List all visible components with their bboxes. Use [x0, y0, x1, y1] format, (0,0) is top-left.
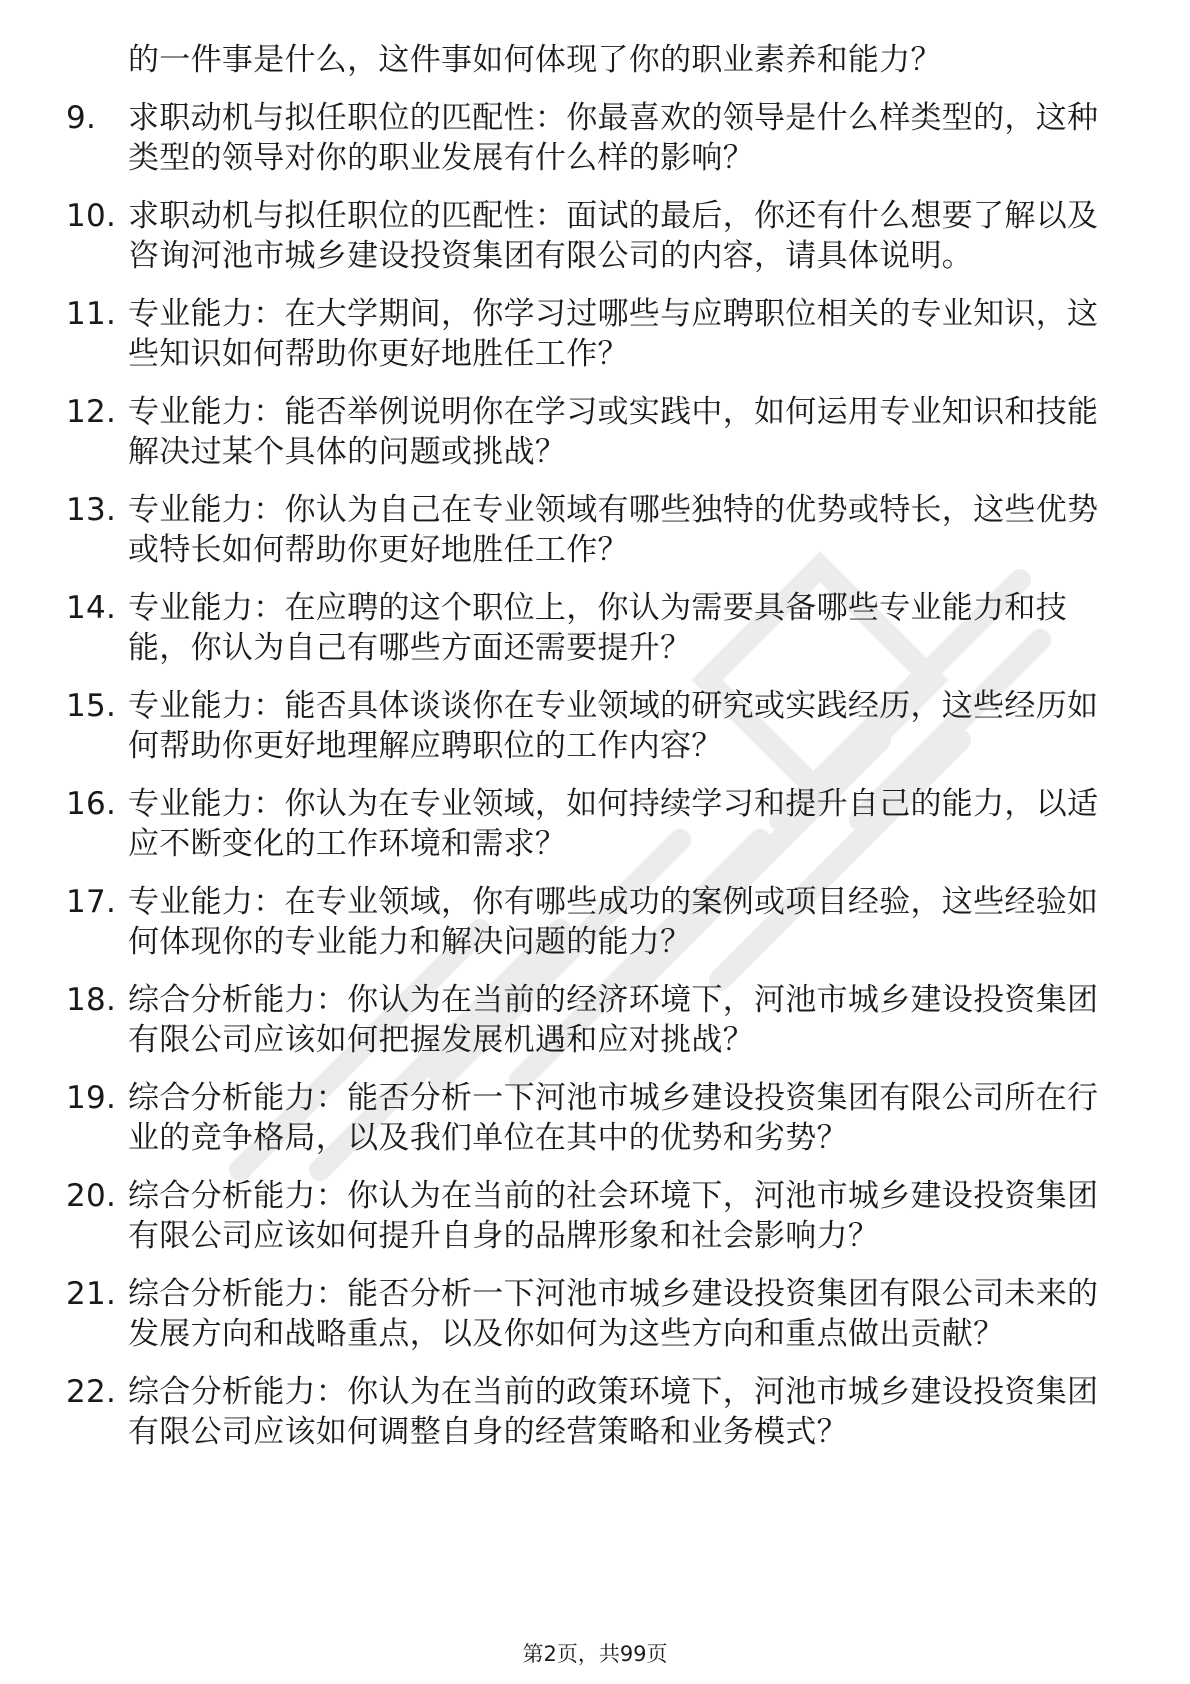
- list-item: [0, 392, 1190, 472]
- list-item: [0, 784, 1190, 864]
- list-item: [0, 1274, 1190, 1354]
- list-item: [0, 1176, 1190, 1256]
- item-text: 综合分析能力：能否分析一下河池市城乡建设投资集团有限公司未来的发展方向和战略重点，以及你如何为这些方向和重点做出贡献？: [128, 1276, 1099, 1352]
- item-number: 12.: [66, 394, 117, 430]
- item-number: 11.: [66, 296, 117, 332]
- list-item: [0, 686, 1190, 766]
- list-item: [0, 98, 1190, 178]
- item-number: 18.: [66, 982, 117, 1018]
- item-text: 专业能力：在专业领域，你有哪些成功的案例或项目经验，这些经验如何体现你的专业能力和解决问题的能力？: [128, 884, 1099, 960]
- item-text: 专业能力：在应聘的这个职位上，你认为需要具备哪些专业能力和技能，你认为自己有哪些方面还需要提升？: [128, 590, 1067, 666]
- item-text: 的一件事是什么，这件事如何体现了你的职业素养和能力？: [128, 42, 942, 78]
- item-text: 专业能力：在大学期间，你学习过哪些与应聘职位相关的专业知识，这些知识如何帮助你更好地胜任工作？: [128, 296, 1099, 372]
- item-text: 专业能力：你认为自己在专业领域有哪些独特的优势或特长，这些优势或特长如何帮助你更好地胜任工作？: [128, 492, 1099, 568]
- list-item: [0, 40, 1190, 80]
- item-number: 17.: [66, 884, 117, 920]
- question-list: [0, 40, 1190, 1470]
- list-item: [0, 196, 1190, 276]
- page-number-footer: 第2页，共99页: [522, 1642, 668, 1666]
- list-item: [0, 1372, 1190, 1452]
- item-number: 16.: [66, 786, 117, 822]
- item-text: 综合分析能力：你认为在当前的社会环境下，河池市城乡建设投资集团有限公司应该如何提升自身的品牌形象和社会影响力？: [128, 1178, 1099, 1254]
- list-item: [0, 980, 1190, 1060]
- list-item: [0, 882, 1190, 962]
- item-text: 综合分析能力：你认为在当前的经济环境下，河池市城乡建设投资集团有限公司应该如何把握发展机遇和应对挑战？: [128, 982, 1099, 1058]
- item-text: 专业能力：能否举例说明你在学习或实践中，如何运用专业知识和技能解决过某个具体的问题或挑战？: [128, 394, 1099, 470]
- item-number: 20.: [66, 1178, 117, 1214]
- item-number: 9.: [66, 100, 97, 136]
- item-text: 求职动机与拟任职位的匹配性：面试的最后，你还有什么想要了解以及咨询河池市城乡建设投资集团有限公司的内容，请具体说明。: [128, 198, 1099, 274]
- item-number: 21.: [66, 1276, 117, 1312]
- list-item: [0, 294, 1190, 374]
- item-text: 专业能力：能否具体谈谈你在专业领域的研究或实践经历，这些经历如何帮助你更好地理解应聘职位的工作内容？: [128, 688, 1099, 764]
- list-item: [0, 1078, 1190, 1158]
- item-number: 19.: [66, 1080, 117, 1116]
- list-item: [0, 490, 1190, 570]
- item-text: 求职动机与拟任职位的匹配性：你最喜欢的领导是什么样类型的，这种类型的领导对你的职业发展有什么样的影响？: [128, 100, 1099, 176]
- item-number: 13.: [66, 492, 117, 528]
- list-item: [0, 588, 1190, 668]
- item-number: 14.: [66, 590, 117, 626]
- item-number: 15.: [66, 688, 117, 724]
- item-text: 专业能力：你认为在专业领域，如何持续学习和提升自己的能力，以适应不断变化的工作环境和需求？: [128, 786, 1099, 862]
- item-number: 22.: [66, 1374, 117, 1410]
- item-number: 10.: [66, 198, 117, 234]
- item-text: 综合分析能力：你认为在当前的政策环境下，河池市城乡建设投资集团有限公司应该如何调整自身的经营策略和业务模式？: [128, 1374, 1099, 1450]
- item-text: 综合分析能力：能否分析一下河池市城乡建设投资集团有限公司所在行业的竞争格局，以及我们单位在其中的优势和劣势？: [128, 1080, 1099, 1156]
